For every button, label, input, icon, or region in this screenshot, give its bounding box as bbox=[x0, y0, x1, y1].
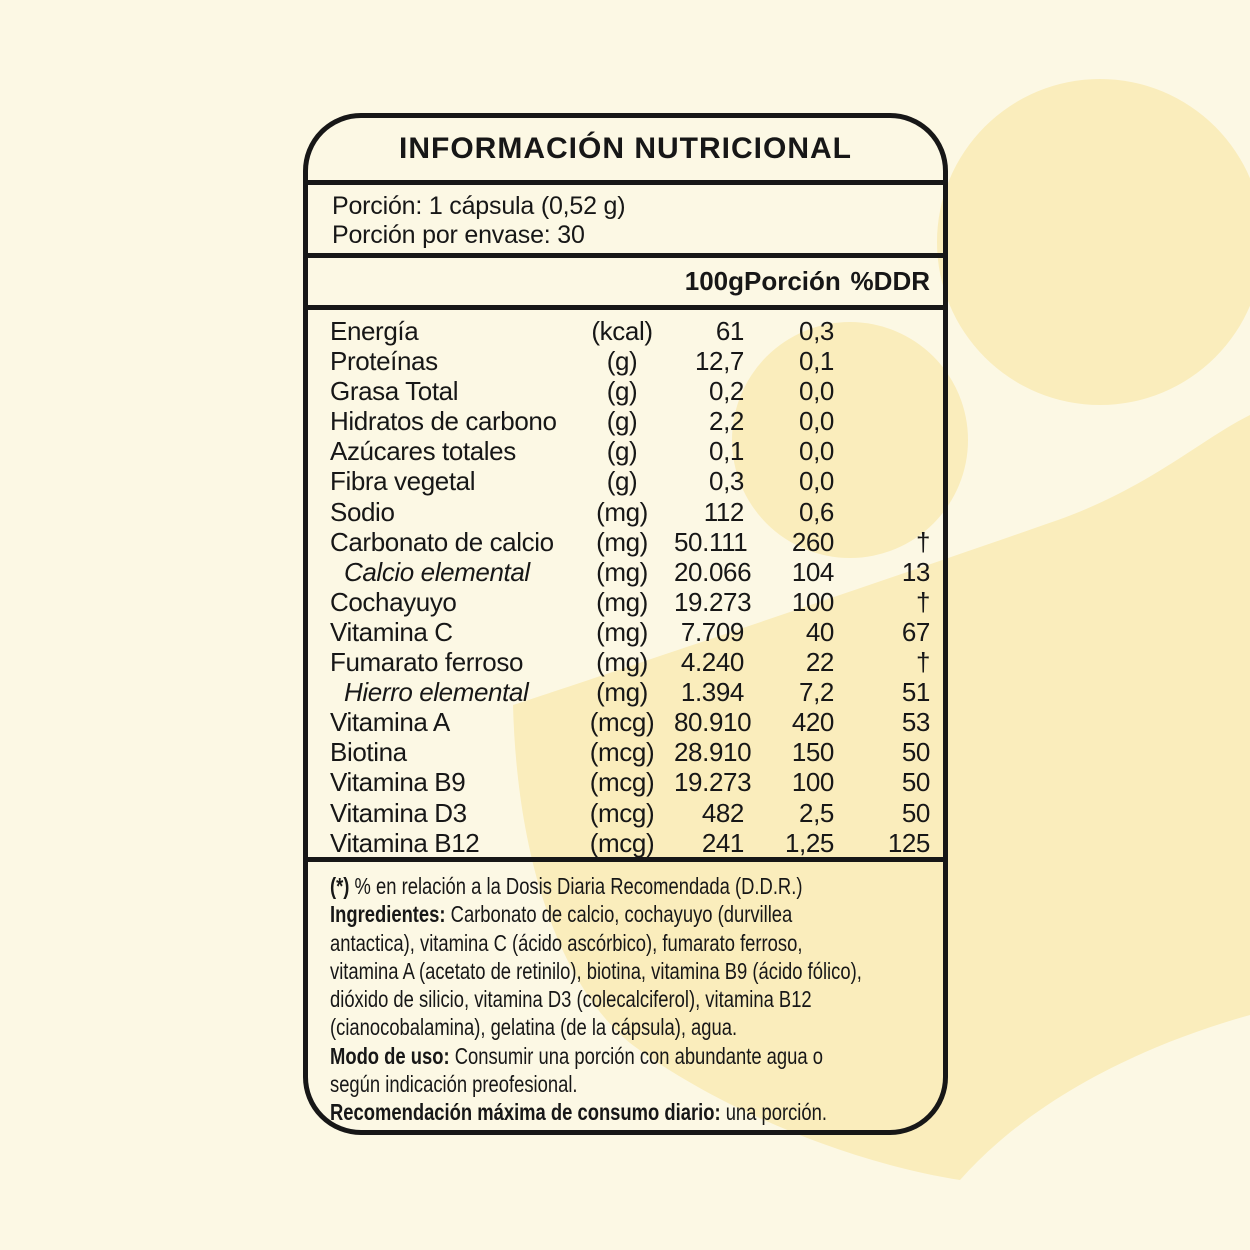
footer-text: según indicación preofesional. bbox=[330, 1071, 578, 1098]
footer-line bbox=[330, 900, 948, 928]
value-per-100g: 0,2 bbox=[709, 376, 744, 407]
value-ddr-percent: † bbox=[915, 647, 930, 678]
footer-text: Carbonato de calcio, cochayuyo (durvillea bbox=[445, 901, 793, 928]
nutrient-unit: (mg) bbox=[596, 556, 648, 587]
value-per-portion: 7,2 bbox=[799, 677, 834, 708]
nutrient-name: Vitamina B12 bbox=[330, 827, 480, 858]
value-ddr-percent bbox=[834, 436, 930, 466]
value-ddr-percent: 67 bbox=[901, 616, 930, 647]
nutrient-name: Biotina bbox=[330, 737, 407, 768]
nutrient-unit: (mcg) bbox=[589, 737, 655, 768]
value-per-portion: 260 bbox=[791, 526, 834, 557]
label-title-section bbox=[308, 118, 943, 180]
value-per-portion: 22 bbox=[805, 647, 834, 678]
value-per-portion: 420 bbox=[791, 707, 834, 738]
nutrient-unit: (mg) bbox=[596, 496, 648, 527]
nutrient-unit: (mg) bbox=[596, 647, 648, 678]
value-ddr-percent: † bbox=[915, 586, 930, 617]
value-per-100g: 20.066 bbox=[674, 556, 752, 587]
value-ddr-percent: † bbox=[915, 526, 930, 557]
value-per-100g: 7.709 bbox=[680, 616, 744, 647]
value-ddr-percent bbox=[834, 376, 930, 406]
value-ddr-percent: 50 bbox=[901, 797, 930, 828]
value-per-portion: 0,0 bbox=[799, 436, 834, 467]
nutrient-name: Vitamina B9 bbox=[330, 767, 466, 798]
value-per-100g: 4.240 bbox=[680, 647, 744, 678]
value-ddr-percent bbox=[834, 466, 930, 496]
nutrient-row bbox=[308, 707, 943, 737]
value-per-portion: 0,0 bbox=[799, 466, 834, 497]
label-title: INFORMACIÓN NUTRICIONAL bbox=[399, 132, 852, 165]
value-ddr-percent: 13 bbox=[901, 556, 930, 587]
value-per-100g: 61 bbox=[715, 316, 744, 346]
nutrient-unit: (mg) bbox=[596, 677, 648, 708]
value-per-portion: 0,1 bbox=[799, 346, 834, 377]
nutrient-name: Hierro elemental bbox=[344, 677, 529, 708]
value-per-100g: 80.910 bbox=[674, 707, 752, 738]
value-ddr-percent: 53 bbox=[901, 707, 930, 738]
servings-per-container-text: Porción por envase: 30 bbox=[332, 221, 585, 249]
nutrient-row bbox=[308, 436, 943, 466]
footer-bold-text: Ingredientes: bbox=[330, 901, 446, 928]
nutrient-row bbox=[308, 798, 943, 828]
nutrient-unit: (g) bbox=[606, 406, 638, 437]
nutrition-facts-label bbox=[303, 113, 948, 1135]
nutrient-row bbox=[308, 316, 943, 346]
value-per-portion: 1,25 bbox=[784, 827, 834, 858]
nutrient-row bbox=[308, 647, 943, 677]
nutrient-name: Fibra vegetal bbox=[330, 466, 476, 497]
value-per-portion: 0,0 bbox=[799, 376, 834, 407]
value-per-100g: 12,7 bbox=[694, 346, 744, 377]
paw-toe-circle-large-icon bbox=[937, 79, 1250, 405]
footer-bold-text: (*) bbox=[330, 873, 350, 899]
nutrient-row bbox=[308, 617, 943, 647]
column-header-porcion: Porción bbox=[744, 266, 841, 296]
nutrient-row bbox=[308, 767, 943, 797]
nutrient-name: Carbonato de calcio bbox=[330, 526, 554, 557]
value-ddr-percent bbox=[834, 497, 930, 527]
value-ddr-percent bbox=[834, 316, 930, 346]
nutrient-row bbox=[308, 527, 943, 557]
value-per-portion: 104 bbox=[791, 556, 834, 587]
nutrient-row bbox=[308, 677, 943, 707]
nutrient-name: Cochayuyo bbox=[330, 586, 457, 617]
footer-text: (cianocobalamina), gelatina (de la cápsula), agua. bbox=[330, 1014, 738, 1041]
nutrient-name: Vitamina D3 bbox=[330, 797, 467, 828]
nutrient-unit: (mcg) bbox=[589, 797, 655, 828]
nutrient-name: Azúcares totales bbox=[330, 436, 516, 467]
footer-notes bbox=[330, 872, 948, 1127]
nutrient-name: Energía bbox=[330, 316, 419, 346]
value-per-portion: 40 bbox=[805, 616, 834, 647]
value-per-100g: 28.910 bbox=[674, 737, 752, 768]
value-per-portion: 2,5 bbox=[799, 797, 834, 828]
value-per-portion: 0,3 bbox=[799, 316, 834, 346]
nutrient-unit: (mg) bbox=[596, 526, 648, 557]
nutrient-row bbox=[308, 737, 943, 767]
value-per-100g: 112 bbox=[703, 496, 744, 527]
value-per-portion: 100 bbox=[791, 586, 834, 617]
footer-text: antactica), vitamina C (ácido ascórbico), fumarato ferroso, bbox=[330, 929, 803, 956]
nutrient-row bbox=[308, 587, 943, 617]
footer-notes-section bbox=[308, 857, 943, 1130]
serving-info-section bbox=[308, 180, 943, 253]
nutrient-unit: (kcal) bbox=[591, 316, 653, 346]
nutrient-table bbox=[308, 305, 943, 857]
footer-line bbox=[330, 1042, 948, 1070]
value-per-100g: 482 bbox=[701, 797, 744, 828]
nutrient-row bbox=[308, 406, 943, 436]
nutrient-row bbox=[308, 497, 943, 527]
footer-text: dióxido de silicio, vitamina D3 (colecalciferol), vitamina B12 bbox=[330, 986, 812, 1013]
value-ddr-percent: 50 bbox=[901, 737, 930, 768]
value-per-100g: 0,3 bbox=[709, 466, 744, 497]
value-ddr-percent bbox=[834, 346, 930, 376]
footer-text: % en relación a la Dosis Diaria Recomendada (D.D.R.) bbox=[349, 873, 803, 899]
nutrient-unit: (mcg) bbox=[589, 767, 655, 798]
footer-line bbox=[330, 1070, 948, 1098]
nutrient-unit: (mcg) bbox=[589, 827, 655, 858]
value-ddr-percent: 51 bbox=[901, 677, 930, 708]
nutrient-row bbox=[308, 346, 943, 376]
value-per-100g: 1.394 bbox=[680, 677, 744, 708]
nutrient-unit: (mcg) bbox=[589, 707, 655, 738]
nutrient-name: Grasa Total bbox=[330, 376, 459, 407]
value-ddr-percent: 125 bbox=[887, 827, 930, 858]
nutrient-row bbox=[308, 828, 943, 858]
value-per-100g: 19.273 bbox=[674, 586, 752, 617]
nutrient-name: Fumarato ferroso bbox=[330, 647, 524, 678]
value-per-portion: 100 bbox=[791, 767, 834, 798]
footer-line bbox=[330, 957, 948, 985]
nutrient-name: Vitamina C bbox=[330, 616, 453, 647]
footer-line bbox=[330, 872, 948, 900]
value-per-portion: 0,0 bbox=[799, 406, 834, 437]
footer-text: Consumir una porción con abundante agua o bbox=[449, 1042, 823, 1069]
value-per-100g: 19.273 bbox=[674, 767, 752, 798]
footer-line bbox=[330, 1013, 948, 1041]
nutrient-name: Hidratos de carbono bbox=[330, 406, 557, 437]
footer-line bbox=[330, 929, 948, 957]
footer-line bbox=[330, 985, 948, 1013]
footer-bold-text: Modo de uso: bbox=[330, 1042, 450, 1069]
nutrient-row bbox=[308, 557, 943, 587]
value-per-100g: 2,2 bbox=[709, 406, 744, 437]
nutrient-row bbox=[308, 376, 943, 406]
value-ddr-percent bbox=[834, 406, 930, 436]
footer-line bbox=[330, 1098, 948, 1126]
nutrient-row bbox=[308, 466, 943, 496]
nutrient-unit: (g) bbox=[606, 346, 638, 377]
column-header-100g: 100g bbox=[684, 266, 744, 296]
nutrient-name: Vitamina A bbox=[330, 707, 450, 738]
value-per-portion: 150 bbox=[791, 737, 834, 768]
nutrient-unit: (g) bbox=[606, 376, 638, 407]
nutrient-name: Proteínas bbox=[330, 346, 438, 377]
value-per-100g: 241 bbox=[701, 827, 744, 858]
nutrient-unit: (mg) bbox=[596, 616, 648, 647]
nutrient-unit: (mg) bbox=[596, 586, 648, 617]
footer-text: vitamina A (acetato de retinilo), biotina, vitamina B9 (ácido fólico), bbox=[330, 957, 862, 984]
column-header-ddr: %DDR bbox=[850, 266, 930, 296]
footer-bold-text: Recomendación máxima de consumo diario: bbox=[330, 1099, 721, 1126]
footer-text: una porción. bbox=[720, 1099, 827, 1126]
nutrient-name: Calcio elemental bbox=[344, 556, 530, 587]
nutrient-name: Sodio bbox=[330, 496, 395, 527]
value-ddr-percent: 50 bbox=[901, 767, 930, 798]
value-per-portion: 0,6 bbox=[799, 496, 834, 527]
nutrient-unit: (g) bbox=[606, 466, 638, 497]
nutrient-unit: (g) bbox=[606, 436, 638, 467]
serving-size-text: Porción: 1 cápsula (0,52 g) bbox=[332, 192, 626, 220]
value-per-100g: 50.111 bbox=[674, 526, 748, 557]
value-per-100g: 0,1 bbox=[709, 436, 744, 467]
column-header-row bbox=[308, 253, 943, 305]
